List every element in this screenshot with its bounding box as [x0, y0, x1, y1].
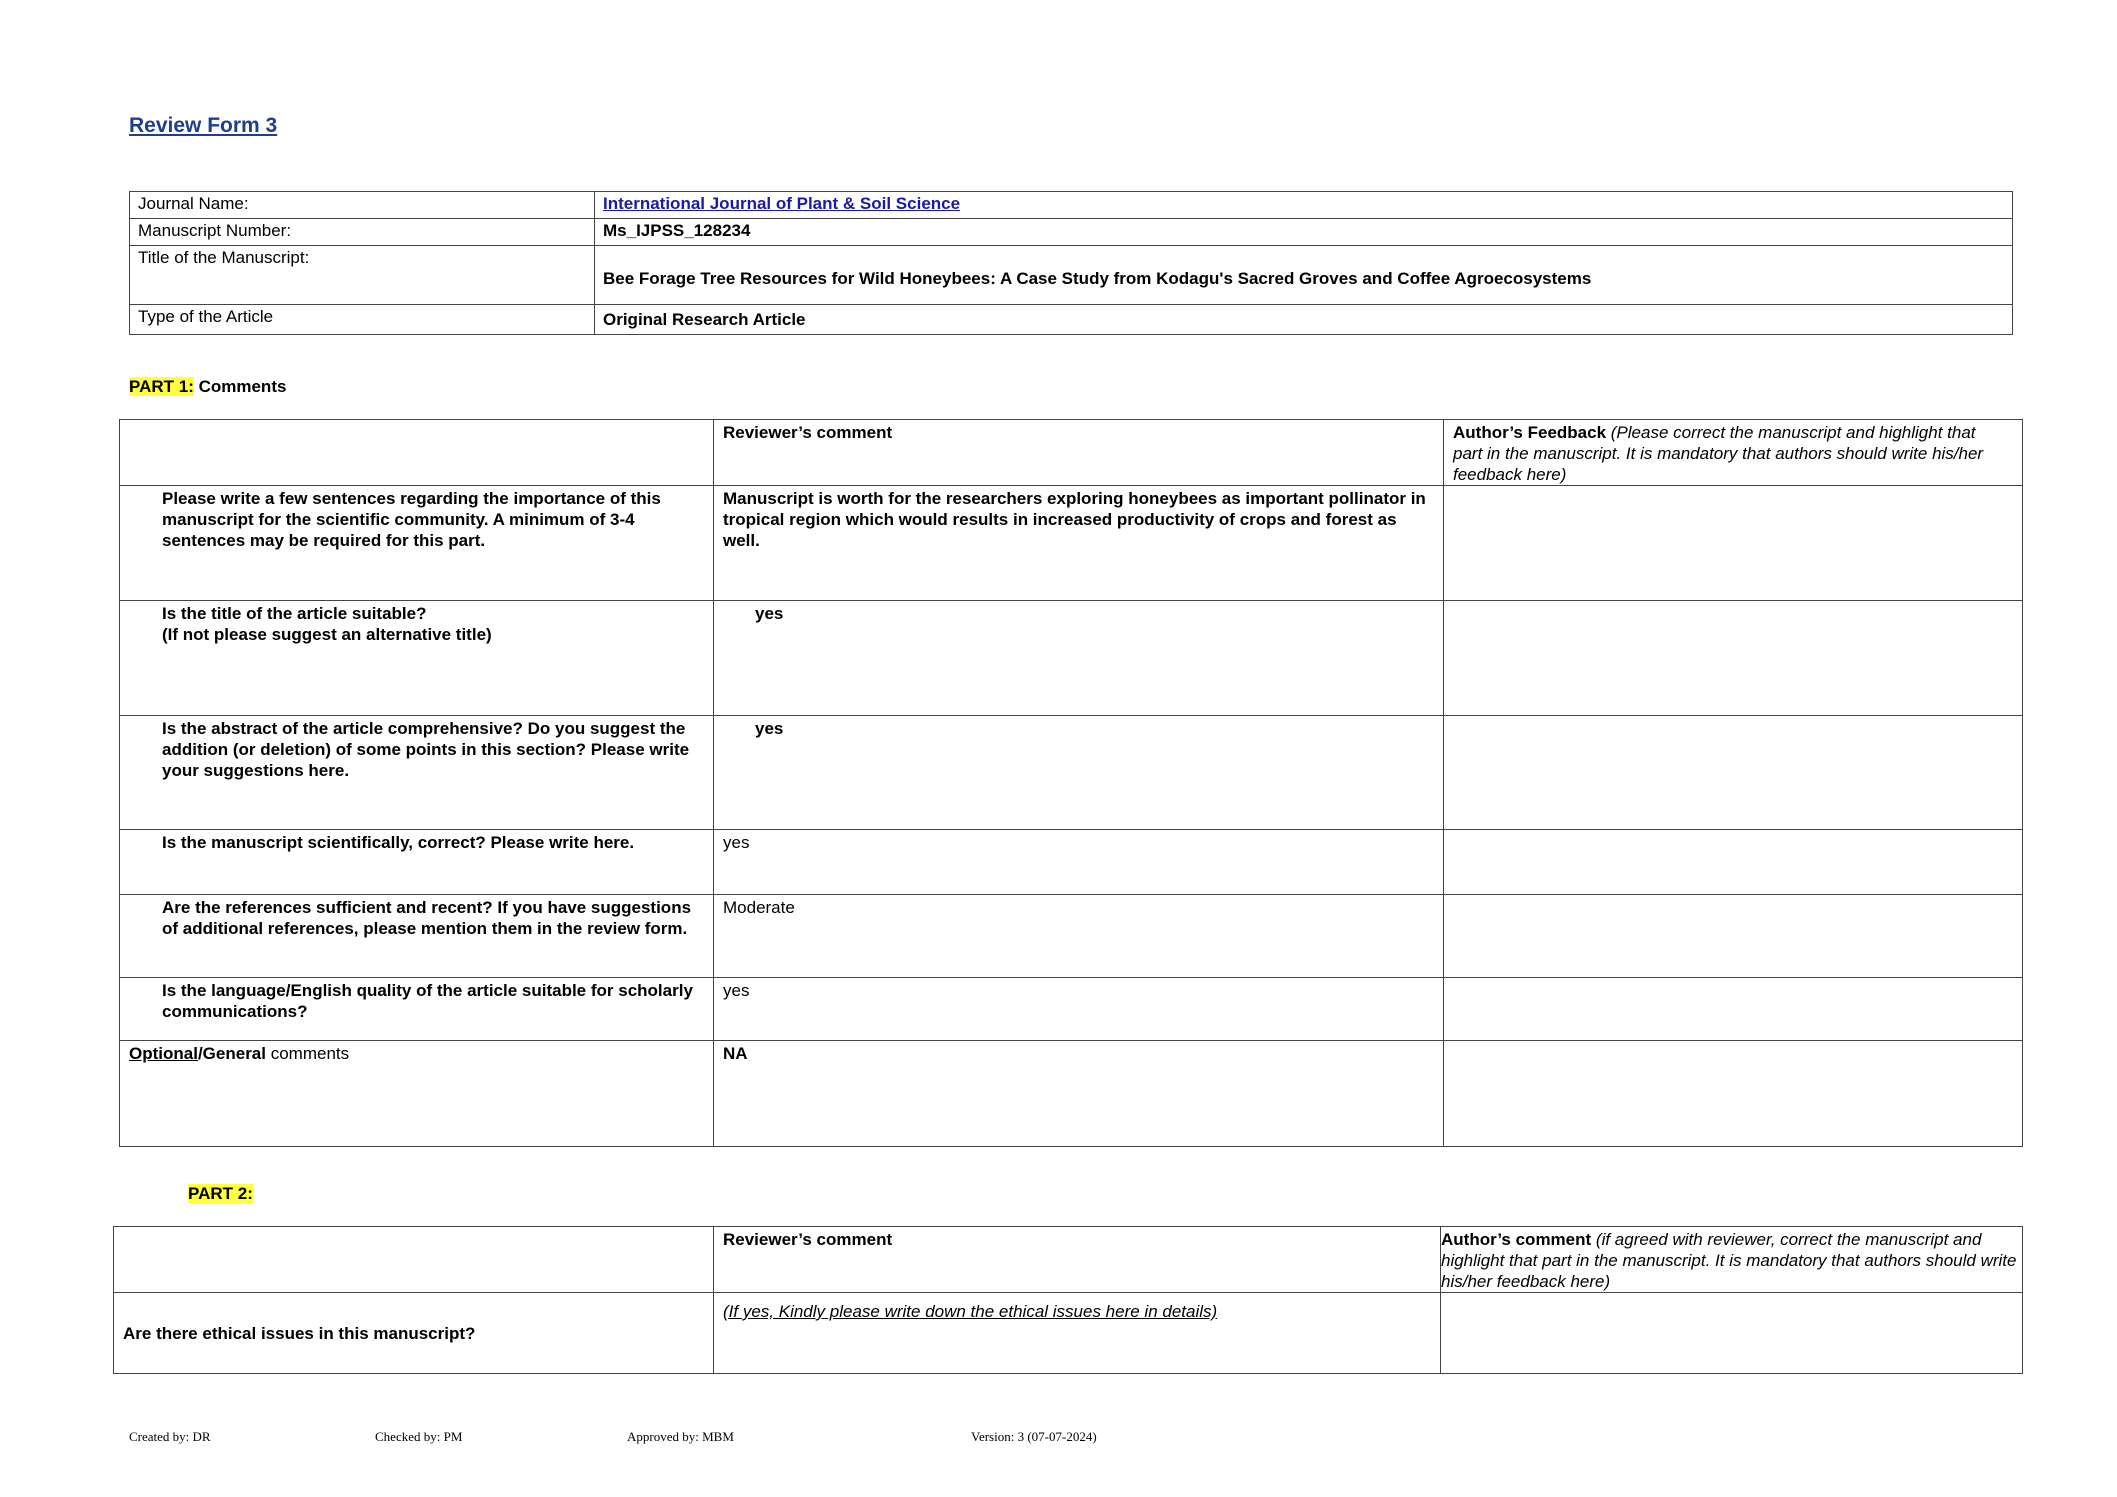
- journal-link[interactable]: International Journal of Plant & Soil Science: [603, 194, 961, 213]
- ethical-hint: (If yes, Kindly please write down the ethical issues here in details): [714, 1293, 1441, 1374]
- table-row: [114, 1293, 2023, 1374]
- author-feedback-cell[interactable]: [1444, 486, 2023, 601]
- manuscript-title-label: Title of the Manuscript:: [130, 246, 595, 305]
- article-type-value: Original Research Article: [595, 305, 2013, 335]
- table-row: [120, 895, 2023, 978]
- manuscript-number-label: Manuscript Number:: [130, 219, 595, 246]
- table-row: [120, 601, 2023, 716]
- part1-reviewer-header: Reviewer’s comment: [714, 420, 1444, 486]
- table-row: [120, 716, 2023, 830]
- footer-created: Created by: DR: [129, 1429, 211, 1444]
- answer-scientific: yes: [714, 830, 1444, 895]
- question-abstract: Is the abstract of the article comprehensive? Do you suggest the addition (or deletion) of some points in this section? Please write your suggestions here.: [120, 716, 714, 830]
- part2-reviewer-header: Reviewer’s comment: [714, 1227, 1441, 1293]
- part2-heading: [188, 1184, 253, 1204]
- author-feedback-cell[interactable]: [1444, 716, 2023, 830]
- table-row: [120, 486, 2023, 601]
- author-feedback-cell[interactable]: [1444, 895, 2023, 978]
- question-references: Are the references sufficient and recent? If you have suggestions of additional references, please mention them in the review form.: [120, 895, 714, 978]
- question-title: Is the title of the article suitable? (If not please suggest an alternative title): [120, 601, 714, 716]
- table-row: [120, 830, 2023, 895]
- answer-language: yes: [714, 978, 1444, 1041]
- answer-abstract: yes: [714, 716, 1444, 830]
- author-feedback-cell[interactable]: [1444, 601, 2023, 716]
- part2-label: PART 2:: [188, 1184, 253, 1203]
- author-comment-cell[interactable]: [1441, 1293, 2023, 1374]
- answer-title: yes: [714, 601, 1444, 716]
- part1-heading: [129, 377, 286, 397]
- author-feedback-cell[interactable]: [1444, 1041, 2023, 1147]
- part2-author-header: Author’s comment (if agreed with reviewer, correct the manuscript and highlight that part in the manuscript. It is mandatory that authors should write his/her feedback here): [1441, 1227, 2023, 1293]
- question-language: Is the language/English quality of the article suitable for scholarly communications?: [120, 978, 714, 1041]
- answer-references: Moderate: [714, 895, 1444, 978]
- question-importance: Please write a few sentences regarding the importance of this manuscript for the scientific community. A minimum of 3-4 sentences may be required for this part.: [120, 486, 714, 601]
- table-row: [120, 978, 2023, 1041]
- footer-version: Version: 3 (07-07-2024): [971, 1429, 1097, 1444]
- article-type-label: Type of the Article: [130, 305, 595, 335]
- part1-label: PART 1:: [129, 377, 194, 396]
- manuscript-info-table: [129, 191, 2013, 335]
- manuscript-title-value: Bee Forage Tree Resources for Wild Honeybees: A Case Study from Kodagu's Sacred Groves and Coffee Agroecosystems: [595, 246, 2013, 305]
- author-feedback-cell[interactable]: [1444, 830, 2023, 895]
- author-feedback-cell[interactable]: [1444, 978, 2023, 1041]
- question-ethical: Are there ethical issues in this manuscript?: [114, 1293, 714, 1374]
- part1-table: [119, 419, 2023, 1147]
- manuscript-number-value: Ms_IJPSS_128234: [595, 219, 2013, 246]
- footer-checked: Checked by: PM: [375, 1429, 463, 1444]
- part1-suffix: Comments: [193, 377, 287, 396]
- answer-importance: Manuscript is worth for the researchers exploring honeybees as important pollinator in tropical region which would results in increased productivity of crops and forest as well.: [714, 486, 1444, 601]
- form-title: Review Form 3: [129, 114, 278, 137]
- journal-label: Journal Name:: [130, 192, 595, 219]
- part2-table: [113, 1226, 2023, 1374]
- footer-approved: Approved by: MBM: [627, 1429, 734, 1444]
- part1-author-header: Author’s Feedback (Please correct the manuscript and highlight that part in the manuscript. It is mandatory that authors should write his/her feedback here): [1444, 420, 2023, 486]
- optional-comments-label: Optional/General comments: [120, 1041, 714, 1147]
- optional-comments-answer: NA: [714, 1041, 1444, 1147]
- table-row: [120, 1041, 2023, 1147]
- question-scientific: Is the manuscript scientifically, correct? Please write here.: [120, 830, 714, 895]
